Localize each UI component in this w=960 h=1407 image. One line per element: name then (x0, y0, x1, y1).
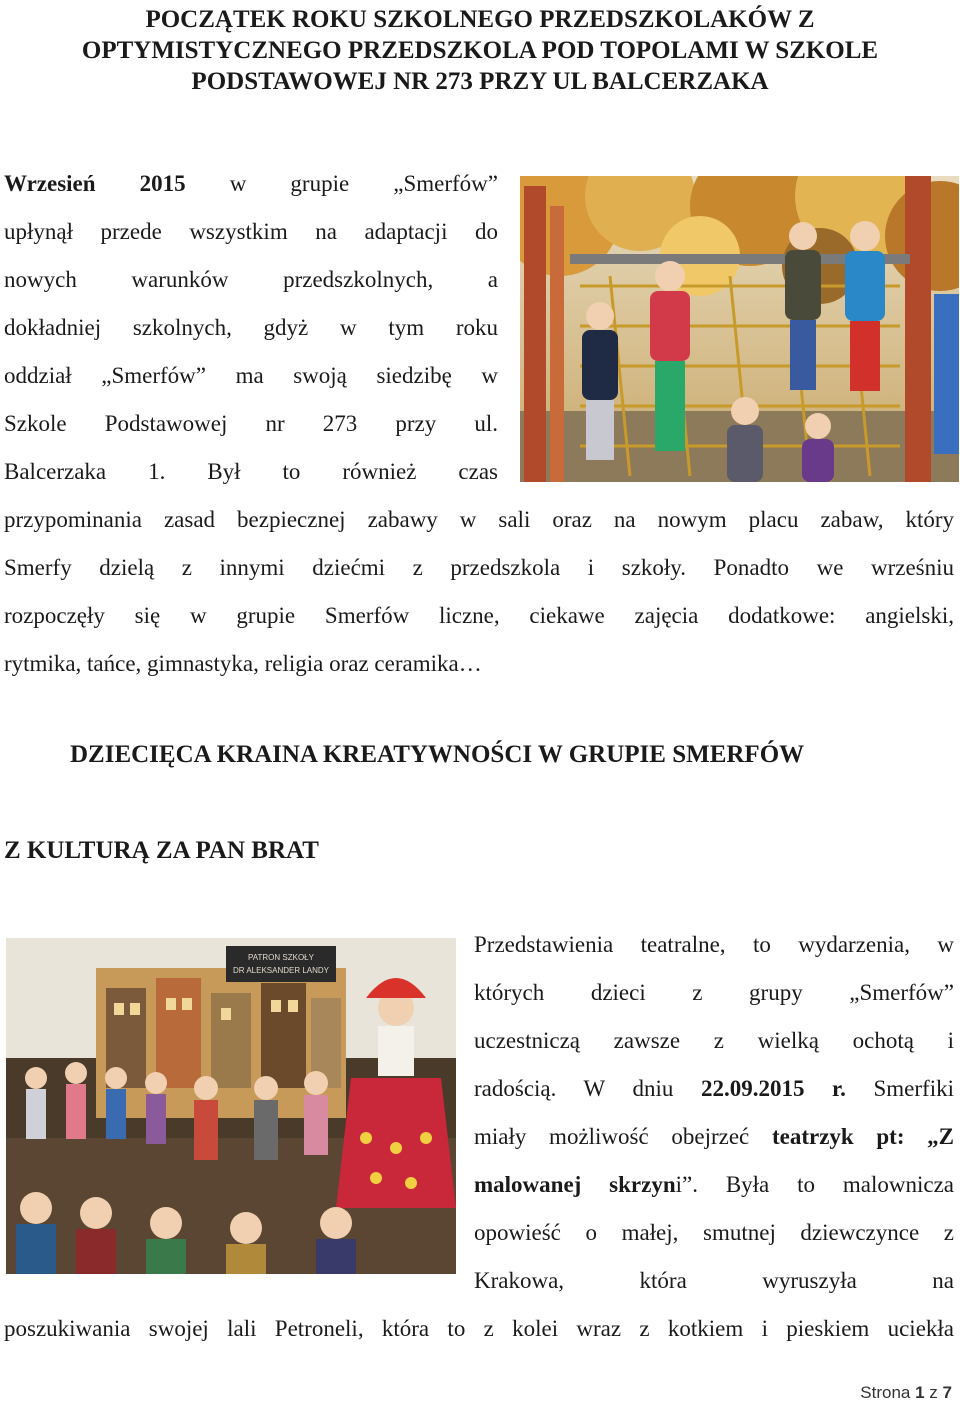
paragraph-line: rozpoczęły się w grupie Smerfów liczne, ciekawe zajęcia dodatkowe: angielski, (4, 603, 954, 628)
paragraph-line: poszukiwania swojej lali Petroneli, która to z kolei wraz z kotkiem i pieskiem uciekła (4, 1316, 954, 1341)
page-number: Strona 1 z 7 (860, 1383, 952, 1402)
section-heading-culture: Z KULTURĄ ZA PAN BRAT (4, 837, 319, 864)
month-heading: Wrzesień 2015 (4, 171, 186, 196)
paragraph-line: Szkole Podstawowej nr 273 przy ul. (4, 411, 498, 436)
section1-full-paragraph (4, 496, 954, 688)
play-title-start: teatrzyk pt: „Z (771, 1124, 954, 1149)
paragraph-line: Smerfy dzielą z innymi dziećmi z przedszkola i szkoły. Ponadto we wrześniu (4, 555, 954, 580)
section-heading-creativity: DZIECIĘCA KRAINA KREATYWNOŚCI W GRUPIE SMERFÓW (70, 741, 805, 768)
paragraph-line: radością. W dniu 22.09.2015 r. Smerfiki (474, 1076, 954, 1101)
banner-line-1: PATRON SZKOŁY (248, 953, 314, 962)
paragraph-line: oddział „Smerfów” ma swoją siedzibę w (4, 363, 498, 388)
document-title (0, 4, 960, 97)
event-date: 22.09.2015 r. (700, 1076, 846, 1101)
section1-side-paragraph (4, 160, 498, 496)
playground-photo (520, 176, 959, 482)
title-line-2: OPTYMISTYCZNEGO PRZEDSZKOLA POD TOPOLAMI W SZKOLE (81, 37, 879, 64)
paragraph-line: których dzieci z grupy „Smerfów” (474, 980, 954, 1005)
paragraph-line: przypominania zasad bezpiecznej zabawy w sali oraz na nowym placu zabaw, który (4, 507, 954, 532)
banner-line-2: DR ALEKSANDER LANDY (232, 966, 330, 975)
section2-side-paragraph (474, 921, 954, 1305)
paragraph-line: Balcerzaka 1. Był to również czas (4, 459, 498, 484)
play-title-end: malowanej skrzyn (474, 1172, 676, 1197)
theatre-photo (6, 938, 456, 1274)
paragraph-line: dokładniej szkolnych, gdyż w tym roku (4, 315, 498, 340)
paragraph-line: Krakowa, która wyruszyła na (474, 1268, 954, 1293)
total-pages: 7 (942, 1383, 952, 1402)
section2-full-paragraph (4, 1305, 954, 1353)
paragraph-line: nowych warunków przedszkolnych, a (4, 267, 498, 292)
paragraph-line: miały możliwość obejrzeć teatrzyk pt: „Z (474, 1124, 954, 1149)
current-page: 1 (915, 1383, 925, 1402)
title-line-3: PODSTAWOWEJ NR 273 PRZY UL BALCERZAKA (191, 68, 769, 95)
playground-photo-illustration (520, 176, 959, 482)
paragraph-line: malowanej skrzyni”. Była to malownicza (474, 1172, 954, 1197)
paragraph-line: opowieść o małej, smutnej dziewczynce z (474, 1220, 954, 1245)
paragraph-line: Wrzesień 2015 w grupie „Smerfów” (4, 171, 498, 196)
theatre-photo-illustration (6, 938, 456, 1274)
paragraph-line: rytmika, tańce, gimnastyka, religia oraz ceramika… (4, 651, 482, 676)
paragraph-line: uczestniczą zawsze z wielką ochotą i (474, 1028, 954, 1053)
paragraph-line: upłynął przede wszystkim na adaptacji do (4, 219, 498, 244)
paragraph-line: Przedstawienia teatralne, to wydarzenia, w (474, 932, 954, 957)
title-line-1: POCZĄTEK ROKU SZKOLNEGO PRZEDSZKOLAKÓW Z (145, 6, 815, 33)
